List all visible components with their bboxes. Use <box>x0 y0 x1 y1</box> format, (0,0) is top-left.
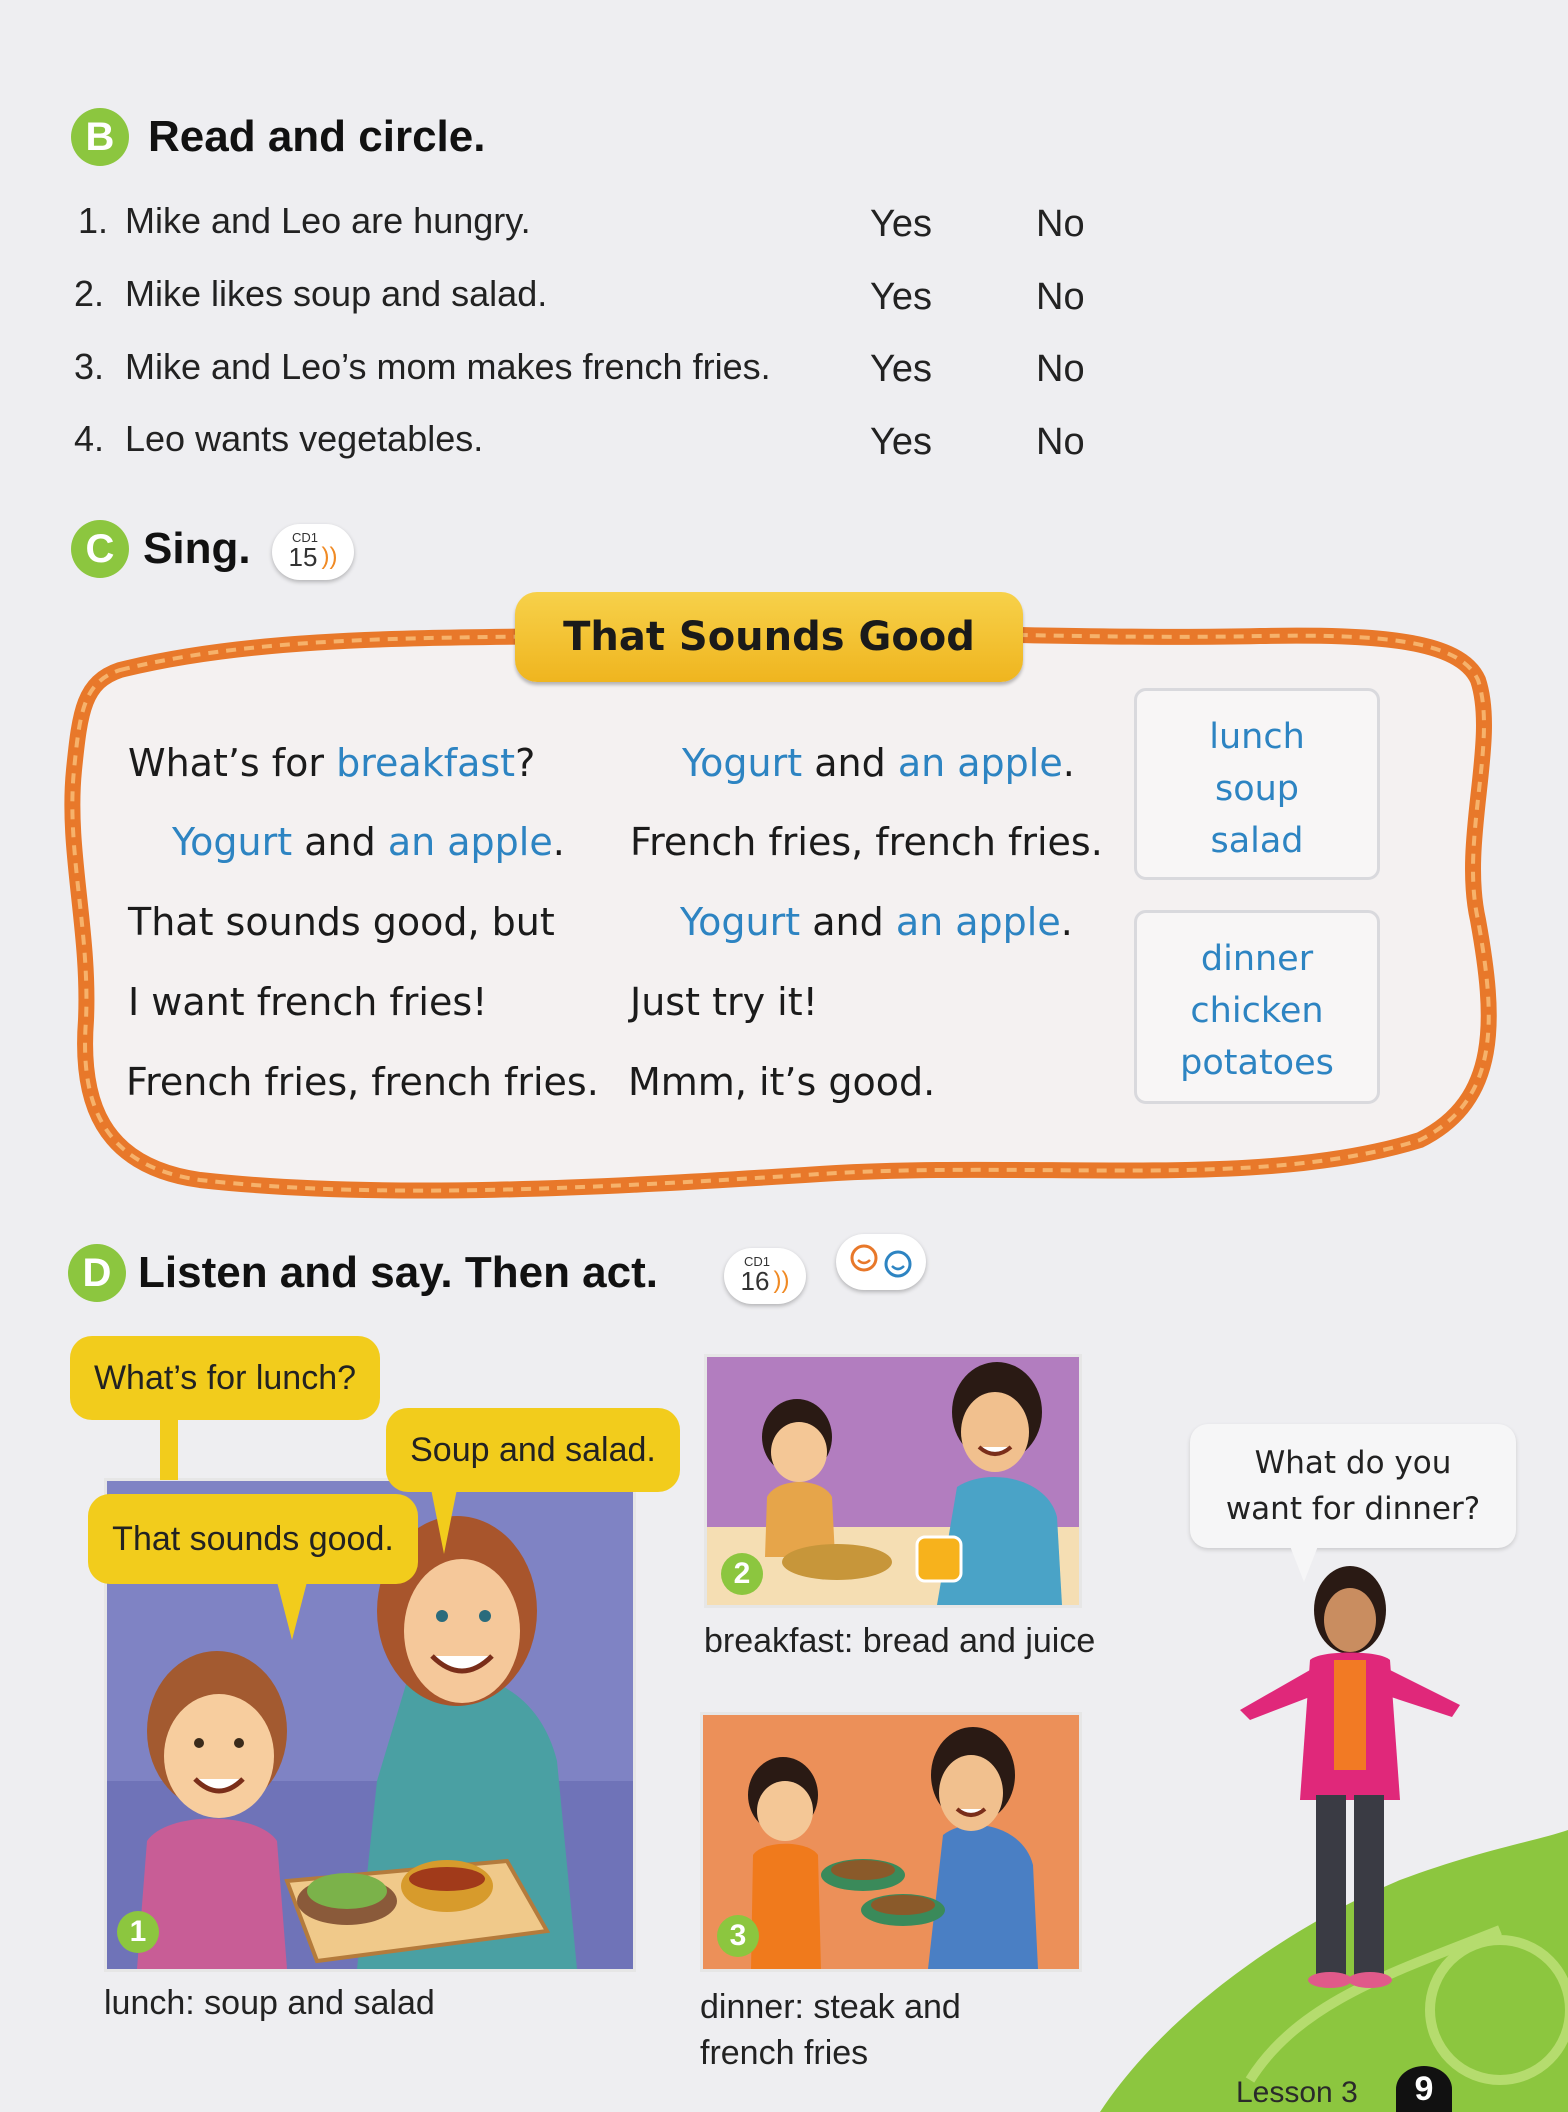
lyric-line: Yogurt and an apple. <box>682 741 1075 785</box>
father-and-daughter-illustration <box>707 1357 1079 1605</box>
question-text: Mike likes soup and salad. <box>125 273 548 314</box>
page-number: 9 <box>1396 2066 1452 2112</box>
speech-bubble: That sounds good. <box>88 1494 418 1584</box>
bubble-tail <box>276 1578 308 1640</box>
lesson-label: Lesson 3 <box>1236 2076 1358 2109</box>
girl-speech-bubble <box>1190 1424 1516 1548</box>
picture-caption: lunch: soup and salad <box>104 1984 435 2022</box>
lyric-line: What’s for breakfast? <box>128 741 536 785</box>
song-title: That Sounds Good <box>563 614 975 660</box>
word-box-item: salad <box>1210 821 1304 861</box>
yes-option[interactable]: Yes <box>870 421 932 463</box>
picture-caption: breakfast: bread and juice <box>704 1622 1096 1660</box>
yes-option[interactable]: Yes <box>870 276 932 318</box>
cd-track-number: 16 <box>740 1265 770 1296</box>
question-number: 4. <box>74 418 105 459</box>
song-title-banner <box>515 592 1023 682</box>
bubble-line: want for dinner? <box>1225 1491 1481 1527</box>
section-b-badge: B <box>71 108 129 166</box>
no-option[interactable]: No <box>1036 421 1085 463</box>
question-text: Leo wants vegetables. <box>125 418 484 459</box>
speech-bubble: What’s for lunch? <box>70 1336 380 1420</box>
word-box-dinner <box>1134 910 1380 1104</box>
word-box-item: dinner <box>1200 939 1314 979</box>
question-number: 1. <box>78 200 109 241</box>
lyric-line: Yogurt and an apple. <box>680 900 1073 944</box>
bubble-tail <box>430 1484 458 1554</box>
lyric-line: Yogurt and an apple. <box>172 820 565 864</box>
bubble-line: What do you <box>1254 1445 1452 1481</box>
picture-3-dinner <box>700 1712 1082 1972</box>
faces-icon <box>846 1242 916 1282</box>
question-text: Mike and Leo’s mom makes french fries. <box>125 346 771 387</box>
speech-bubble: Soup and salad. <box>386 1408 680 1492</box>
section-d-title: Listen and say. Then act. <box>138 1248 658 1297</box>
section-c-badge: C <box>71 520 129 578</box>
word-box-lunch <box>1134 688 1380 880</box>
picture-2-breakfast <box>704 1354 1082 1608</box>
no-option[interactable]: No <box>1036 348 1085 390</box>
section-c-title: Sing. <box>143 524 251 573</box>
yes-option[interactable]: Yes <box>870 203 932 245</box>
lyric-line: Mmm, it’s good. <box>628 1060 936 1104</box>
lyric-line: French fries, french fries. <box>126 1060 599 1104</box>
picture-caption <box>700 1984 961 2076</box>
question-text: Mike and Leo are hungry. <box>125 200 531 241</box>
lyric-line: French fries, french fries. <box>630 820 1103 864</box>
lyric-line: That sounds good, but <box>128 900 555 944</box>
word-box-item: potatoes <box>1180 1043 1334 1083</box>
girl-illustration <box>1230 1560 1470 1990</box>
sound-icon: )) <box>773 1267 790 1294</box>
sound-icon: )) <box>321 543 338 570</box>
section-d-badge: D <box>68 1244 126 1302</box>
picture-number: 3 <box>717 1915 759 1957</box>
audio-track-button[interactable] <box>272 524 354 580</box>
yes-option[interactable]: Yes <box>870 348 932 390</box>
caption-line: french fries <box>700 2034 869 2072</box>
word-box-item: lunch <box>1209 717 1305 757</box>
lyric-line: Just try it! <box>630 980 818 1024</box>
mother-and-son-dinner-illustration <box>703 1715 1079 1969</box>
picture-number: 2 <box>721 1553 763 1595</box>
cd-label: CD1 <box>292 530 319 545</box>
no-option[interactable]: No <box>1036 203 1085 245</box>
role-play-icon <box>836 1234 926 1290</box>
audio-track-button[interactable] <box>724 1248 806 1304</box>
question-number: 2. <box>74 273 105 314</box>
bubble-tail <box>160 1410 178 1480</box>
cd-label: CD1 <box>744 1254 771 1269</box>
section-b-title: Read and circle. <box>148 112 486 161</box>
no-option[interactable]: No <box>1036 276 1085 318</box>
lyric-line: I want french fries! <box>128 980 488 1024</box>
picture-number: 1 <box>117 1911 159 1953</box>
question-number: 3. <box>74 346 105 387</box>
word-box-item: chicken <box>1190 991 1324 1031</box>
cd-track-number: 15 <box>288 541 318 572</box>
word-box-item: soup <box>1214 769 1300 809</box>
caption-line: dinner: steak and <box>700 1988 961 2026</box>
